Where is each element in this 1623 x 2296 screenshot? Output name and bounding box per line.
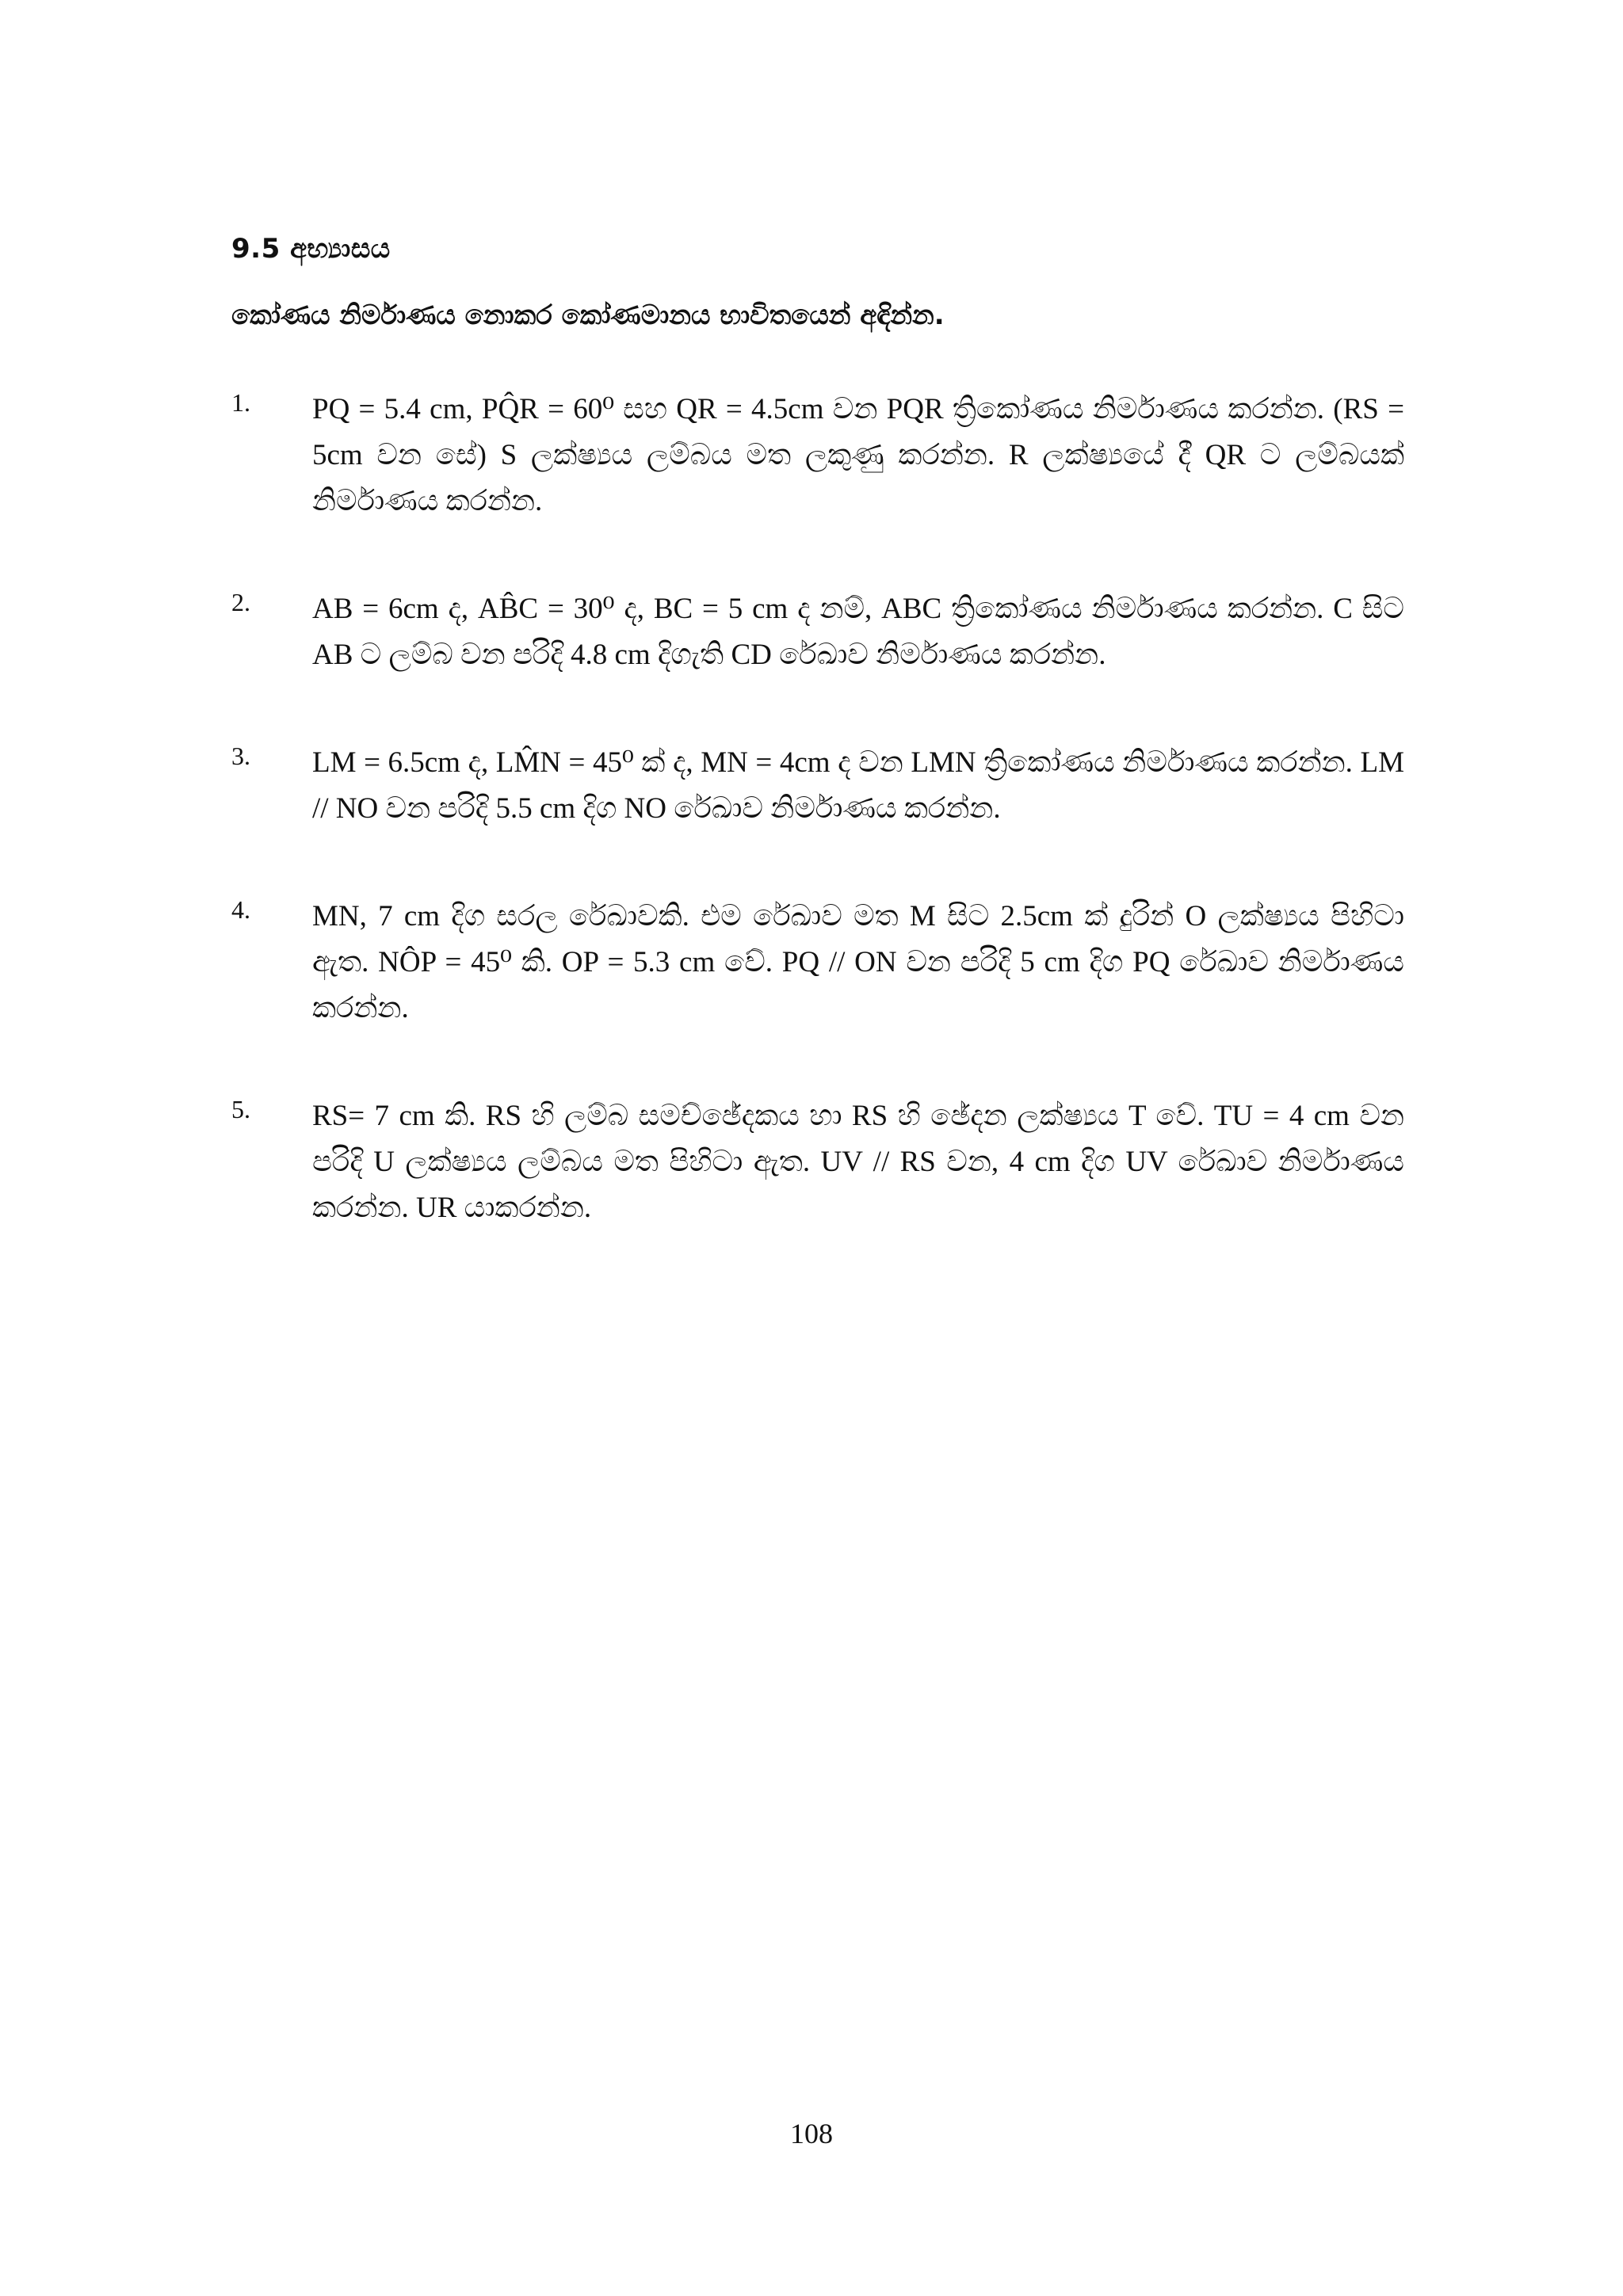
exercise-item-4: [231, 894, 1404, 1032]
exercise-number: 4.: [231, 895, 250, 924]
exercise-text: AB = 6cm ද, AB̂C = 30⁰ ද, BC = 5 cm ද නම්, ABC ත්‍රිකෝණය නිර්මාණය කරන්න. C සිට AB ට ලම්බ වන පරිදි 4.8 cm දිගැති CD රේඛාව නිර්මාණය කරන්න.: [312, 593, 1404, 671]
exercise-number: 3.: [231, 742, 250, 770]
exercise-number: 5.: [231, 1095, 250, 1123]
exercise-number: 2.: [231, 588, 250, 616]
exercise-text: LM = 6.5cm ද, LM̂N = 45⁰ ක් ද, MN = 4cm ද වන LMN ත්‍රිකෝණය නිර්මාණය කරන්න. LM // NO වන පරිදි 5.5 cm දිග NO රේඛාව නිර්මාණය කරන්න.: [312, 746, 1404, 825]
exercise-item-2: [231, 586, 1404, 678]
section-heading: 9.5 අභ්‍යාසය: [231, 233, 391, 265]
exercise-text: RS= 7 cm කි. RS හි ලම්බ සමච්ඡේදකය හා RS හි ඡේදන ලක්ෂ්‍යය T වේ. TU = 4 cm වන පරිදි U ලක්ෂ්‍යය ලම්බය මත පිහිටා ඇත. UV // RS වන, 4 cm දිග UV රේඛාව නිර්මාණය කරන්න. UR යාකරන්න.: [312, 1100, 1404, 1224]
exercise-item-5: [231, 1093, 1404, 1231]
exercise-item-1: [231, 387, 1404, 524]
exercise-text: PQ = 5.4 cm, PQ̂R = 60⁰ සහ QR = 4.5cm වන PQR ත්‍රිකෝණය නිර්මාණය කරන්න. (RS = 5cm වන සේ) S ලක්ෂ්‍යය ලම්බය මත ලකුණු කරන්න. R ලක්ෂ්‍යයේ දී QR ට ලම්බයක් නිර්මාණය කරන්න.: [312, 393, 1404, 517]
page-number: 108: [790, 2118, 833, 2149]
exercise-number: 1.: [231, 388, 250, 417]
exercise-text: MN, 7 cm දිග සරල රේඛාවකි. එම රේඛාව මත M සිට 2.5cm ක් දුරින් O ලක්ෂ්‍යය පිහිටා ඇත. NÔP = 45⁰ කි. OP = 5.3 cm වේ. PQ // ON වන පරිදි 5 cm දිග PQ රේඛාව නිර්මාණය කරන්න.: [312, 900, 1404, 1024]
exercise-list: [231, 387, 1404, 1293]
instruction-text: කෝණය නිර්මාණය නොකර කෝණමානය භාවිතයෙන් අඳින්න.: [231, 299, 945, 331]
exercise-item-3: [231, 740, 1404, 832]
